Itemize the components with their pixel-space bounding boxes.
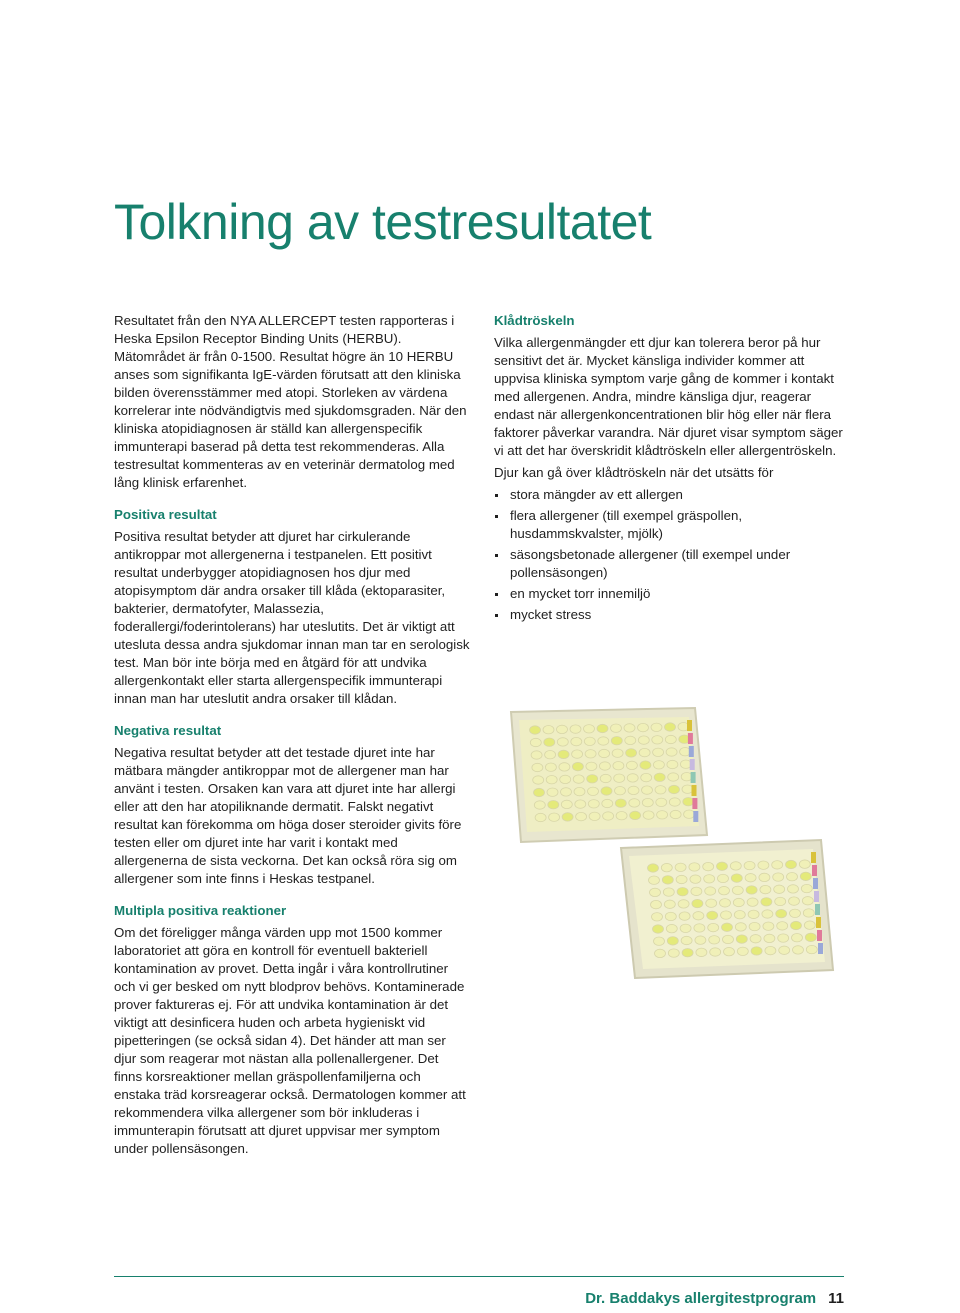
plate-well xyxy=(626,749,637,757)
plate-well xyxy=(683,798,694,806)
plate-well xyxy=(790,909,801,917)
plate-well xyxy=(760,885,771,893)
plate-well xyxy=(530,738,541,746)
plate-color-tab xyxy=(814,891,819,902)
plate-well xyxy=(669,785,680,793)
plate-well xyxy=(585,750,596,758)
plate-well xyxy=(691,887,702,895)
plate-well xyxy=(664,900,675,908)
plate-well xyxy=(663,888,674,896)
plate-well xyxy=(694,924,705,932)
plate-well xyxy=(655,949,666,957)
positive-paragraph: Positiva resultat betyder att djuret har cirkulerande antikroppar mot allergenerna i testpanelen. Ett positivt resultat underbygger atopidiagnosen hos djur med atopisymptom där andra orsaker till klåda (ektoparasiter, bakterier, dermatofyter, Malassezia, foderallergi/foderintolerans) har uteslutits. Det är viktigt att utesluta dessa andra sjukdomar innan man tar en serologisk test. Man bör inte börja med en åtgärd för att undvika allergenkontakt eller starta allergenspecifik immunterapi innan man har uteslutit andra orsaker till klådan. xyxy=(114,529,470,706)
plate-well xyxy=(656,798,667,806)
plate-well xyxy=(682,785,693,793)
plate-well xyxy=(788,885,799,893)
plate-color-tab xyxy=(811,852,816,863)
plate-well xyxy=(799,860,810,868)
plate-well xyxy=(676,875,687,883)
plate-well xyxy=(624,724,635,732)
plate-well xyxy=(786,860,797,868)
plate-well xyxy=(678,900,689,908)
plate-well xyxy=(559,763,570,771)
plate-well xyxy=(571,737,582,745)
plate-well xyxy=(655,786,666,794)
plate-well xyxy=(758,861,769,869)
plate-well xyxy=(668,773,679,781)
plate-well xyxy=(775,897,786,905)
plate-well xyxy=(570,725,581,733)
plate-well xyxy=(707,911,718,919)
plate-well xyxy=(722,923,733,931)
plate-well xyxy=(653,925,664,933)
plate-well xyxy=(704,875,715,883)
plate-color-tab xyxy=(689,746,694,757)
plate-well xyxy=(802,897,813,905)
plate-well xyxy=(642,798,653,806)
plate-well xyxy=(667,760,678,768)
plate-well xyxy=(625,736,636,744)
plate-well xyxy=(737,947,748,955)
plate-well xyxy=(588,787,599,795)
plate-well xyxy=(684,810,695,818)
plate-well xyxy=(598,737,609,745)
plate-well xyxy=(599,749,610,757)
plate-well xyxy=(690,875,701,883)
positive-heading: Positiva resultat xyxy=(114,507,217,522)
plate-well xyxy=(531,751,542,759)
threshold-list-intro: Djur kan gå över klådtröskeln när det utsätts för xyxy=(494,465,774,480)
plate-color-tab xyxy=(688,733,693,744)
plate-well xyxy=(534,801,545,809)
plate-well xyxy=(557,725,568,733)
plate-well xyxy=(806,945,817,953)
plate-well xyxy=(534,788,545,796)
plate-well xyxy=(765,946,776,954)
plate-well xyxy=(721,911,732,919)
plate-well xyxy=(572,762,583,770)
plate-well xyxy=(787,873,798,881)
plate-well xyxy=(615,787,626,795)
plate-well xyxy=(654,937,665,945)
plate-well xyxy=(779,946,790,954)
plate-well xyxy=(670,810,681,818)
plate-well xyxy=(626,761,637,769)
plate-color-tab xyxy=(692,798,697,809)
plate-well xyxy=(562,813,573,821)
plate-well xyxy=(776,909,787,917)
plate-well xyxy=(611,724,622,732)
plate-well xyxy=(710,948,721,956)
back-plate xyxy=(511,708,707,842)
plate-well xyxy=(681,936,692,944)
plate-well xyxy=(759,873,770,881)
multiple-paragraph: Om det föreligger många värden upp mot 1500 kommer laboratoriet att göra en kontroll för eventuell bakteriell kontamination av provet. Detta ingår i våra kontrollrutiner och vi ger besked om nytt blodprov behövs. Kontaminerade prover faktureras ej. För att undvika kontamination är det viktigt att desinficera huden och arbeta hygieniskt vid pipetteringen (se också sidan 4). Det händer att man ser djur som reagerar mot nästan alla pollenallergener. Det finns korsreaktioner mellan gräspollenfamiljerna och enstaka träd korsreagerar också. Dermatologen kommer att rekommendera vilka allergener som bör inkluderas i immunterapin förutsatt att djuret uppvisar mer symptom under pollensäsongen. xyxy=(114,925,466,1156)
page-number: 11 xyxy=(828,1290,844,1307)
plate-well xyxy=(682,949,693,957)
plate-well xyxy=(665,723,676,731)
plate-well xyxy=(789,897,800,905)
plate-color-tab xyxy=(813,878,818,889)
plate-well xyxy=(791,921,802,929)
plate-color-tab xyxy=(815,904,820,915)
plate-well xyxy=(677,888,688,896)
plate-well xyxy=(681,773,692,781)
plate-well xyxy=(746,886,757,894)
front-plate xyxy=(621,840,833,978)
list-item: en mycket torr innemiljö xyxy=(494,585,844,603)
plate-well xyxy=(745,874,756,882)
plate-well xyxy=(573,775,584,783)
plate-well xyxy=(772,861,783,869)
plate-well xyxy=(748,910,759,918)
plate-well xyxy=(695,936,706,944)
plate-well xyxy=(657,811,668,819)
plate-well xyxy=(533,776,544,784)
plate-well xyxy=(675,863,686,871)
plate-well xyxy=(804,921,815,929)
plate-well xyxy=(584,725,595,733)
plate-well xyxy=(803,909,814,917)
plate-well xyxy=(589,812,600,820)
plate-well xyxy=(693,912,704,920)
threshold-list xyxy=(494,486,844,624)
plate-well xyxy=(665,912,676,920)
plate-well xyxy=(613,762,624,770)
plate-well xyxy=(543,726,554,734)
footer xyxy=(500,1290,844,1307)
plate-well xyxy=(561,800,572,808)
plate-well xyxy=(747,898,758,906)
plate-well xyxy=(530,726,541,734)
plate-well xyxy=(793,946,804,954)
plate-color-tab xyxy=(687,720,692,731)
plate-well xyxy=(692,899,703,907)
test-plates-photo xyxy=(503,700,843,1000)
plate-well xyxy=(751,947,762,955)
negative-heading: Negativa resultat xyxy=(114,723,222,738)
plate-well xyxy=(762,910,773,918)
list-item: stora mängder av ett allergen xyxy=(494,486,844,504)
plate-well xyxy=(535,813,546,821)
plate-well xyxy=(586,762,597,770)
plate-well xyxy=(629,799,640,807)
plate-well xyxy=(679,912,690,920)
list-item: flera allergener (till exempel gräspollen, husdammskvalster, mjölk) xyxy=(494,507,844,543)
plate-well xyxy=(628,786,639,794)
plate-well xyxy=(572,750,583,758)
plate-well xyxy=(652,913,663,921)
plate-color-tab xyxy=(816,917,821,928)
plate-well xyxy=(611,737,622,745)
list-item: säsongsbetonade allergener (till exempel under pollensäsongen) xyxy=(494,546,844,582)
plate-well xyxy=(616,812,627,820)
plate-well xyxy=(717,862,728,870)
plate-well xyxy=(723,935,734,943)
plate-well xyxy=(532,763,543,771)
plate-well xyxy=(666,924,677,932)
plate-well xyxy=(750,935,761,943)
negative-paragraph: Negativa resultat betyder att det testade djuret inte har mätbara mängder antikroppar mot de allergener man har använt i testen. Orsaken kan vara att djuret inte har allergi eller att den har atopiliknande dermatit. Falskt negativt resultat kan förekomma om höga doser steroider givits före testen eller om djuret inte har varit i kontakt med allergenerna de sista veckorna. Det kan också röra sig om allergener som inte finns i Heskas testpanel. xyxy=(114,745,462,886)
plate-well xyxy=(734,911,745,919)
plate-well xyxy=(718,874,729,882)
plate-well xyxy=(649,876,660,884)
plate-well xyxy=(666,748,677,756)
plate-well xyxy=(662,876,673,884)
plate-well xyxy=(549,813,560,821)
plate-well xyxy=(599,762,610,770)
plate-well xyxy=(669,798,680,806)
plate-well xyxy=(653,761,664,769)
plate-well xyxy=(805,933,816,941)
plate-well xyxy=(749,922,760,930)
plate-color-tab xyxy=(693,811,698,822)
plate-well xyxy=(719,886,730,894)
threshold-paragraph: Vilka allergenmängder ett djur kan tolerera beror på hur sensitivt det är. Mycket känsliga individer kommer att uppvisa kliniska symptom varje gång de kommer i kontakt med allergenen. Andra, mindre känsliga djur, reagerar endast när allergenkoncentrationen blir hög eller när flera faktorer påverkar varandra. När djuret visar symptom säger vi att det har överskridit klådtröskeln eller allergentröskeln. xyxy=(494,335,843,458)
plate-well xyxy=(602,799,613,807)
footer-rule xyxy=(114,1276,844,1277)
plate-well xyxy=(648,864,659,872)
plate-well xyxy=(584,737,595,745)
plate-color-tab xyxy=(690,759,695,770)
plate-well xyxy=(576,812,587,820)
plate-well xyxy=(548,801,559,809)
plate-well xyxy=(773,873,784,881)
page-title: Tolkning av testresultatet xyxy=(114,194,652,250)
plate-well xyxy=(724,947,735,955)
plate-well xyxy=(708,923,719,931)
plate-well xyxy=(638,723,649,731)
plate-well xyxy=(603,812,614,820)
plate-well xyxy=(706,899,717,907)
plate-well xyxy=(778,934,789,942)
plate-well xyxy=(777,922,788,930)
plate-well xyxy=(545,751,556,759)
plate-well xyxy=(638,736,649,744)
plate-well xyxy=(703,862,714,870)
plate-well xyxy=(643,811,654,819)
plate-well xyxy=(652,736,663,744)
plate-well xyxy=(544,738,555,746)
plate-well xyxy=(696,948,707,956)
plate-well xyxy=(547,788,558,796)
plate-well xyxy=(641,773,652,781)
plate-well xyxy=(615,799,626,807)
plate-well xyxy=(650,888,661,896)
left-column xyxy=(114,312,470,1158)
plate-well xyxy=(653,748,664,756)
plate-well xyxy=(661,863,672,871)
plate-color-tab xyxy=(812,865,817,876)
list-item: mycket stress xyxy=(494,606,844,624)
plate-well xyxy=(732,886,743,894)
plate-well xyxy=(730,862,741,870)
plate-well xyxy=(744,861,755,869)
plate-well xyxy=(668,949,679,957)
plate-well xyxy=(720,899,731,907)
plate-well xyxy=(546,776,557,784)
plate-color-tab xyxy=(818,943,823,954)
plate-well xyxy=(557,738,568,746)
plate-well xyxy=(651,900,662,908)
plate-well xyxy=(774,885,785,893)
plate-well xyxy=(731,874,742,882)
plate-well xyxy=(597,724,608,732)
plate-well xyxy=(763,922,774,930)
threshold-heading: Klådtröskeln xyxy=(494,313,575,328)
plate-well xyxy=(735,923,746,931)
plate-well xyxy=(651,723,662,731)
footer-program-name: Dr. Baddakys allergitestprogram xyxy=(585,1290,817,1307)
plate-well xyxy=(800,872,811,880)
plate-well xyxy=(680,924,691,932)
plate-well xyxy=(545,763,556,771)
plate-well xyxy=(709,936,720,944)
plate-well xyxy=(642,786,653,794)
plate-well xyxy=(587,775,598,783)
plate-well xyxy=(588,800,599,808)
plate-well xyxy=(689,863,700,871)
plate-well xyxy=(736,935,747,943)
plate-well xyxy=(601,787,612,795)
plate-well xyxy=(654,773,665,781)
plate-well xyxy=(705,887,716,895)
plate-well xyxy=(561,788,572,796)
plate-well xyxy=(560,775,571,783)
plate-well xyxy=(801,884,812,892)
plate-well xyxy=(575,800,586,808)
plate-well xyxy=(574,787,585,795)
right-column xyxy=(494,312,844,627)
plate-well xyxy=(792,934,803,942)
plate-well xyxy=(614,774,625,782)
multiple-heading: Multipla positiva reaktioner xyxy=(114,903,287,918)
plate-well xyxy=(764,934,775,942)
plate-well xyxy=(627,774,638,782)
plate-color-tab xyxy=(817,930,822,941)
plate-well xyxy=(630,811,641,819)
plate-well xyxy=(733,898,744,906)
plate-well xyxy=(600,774,611,782)
plate-color-tab xyxy=(692,785,697,796)
plate-color-tab xyxy=(691,772,696,783)
plate-well xyxy=(667,937,678,945)
plate-well xyxy=(558,750,569,758)
plate-well xyxy=(639,748,650,756)
plate-well xyxy=(665,735,676,743)
plate-well xyxy=(612,749,623,757)
plate-well xyxy=(761,898,772,906)
intro-paragraph: Resultatet från den NYA ALLERCEPT testen rapporteras i Heska Epsilon Receptor Binding Units (HERBU). Mätområdet är från 0-1500. Resultat högre än 10 HERBU anses som signifikanta IgE-värden förutsatt att den kliniska bilden överensstämmer med atopi. Storleken av värdena korrelerar inte nödvändigtvis med sjukdomsgraden. När den kliniska atopidiagnosen är ställd kan allergenspecifik immunterapi baserad på detta test rekommenderas. Alla testresultat kommenteras av en veterinär dermatolog med lång klinisk erfarenhet. xyxy=(114,313,467,490)
plate-well xyxy=(640,761,651,769)
